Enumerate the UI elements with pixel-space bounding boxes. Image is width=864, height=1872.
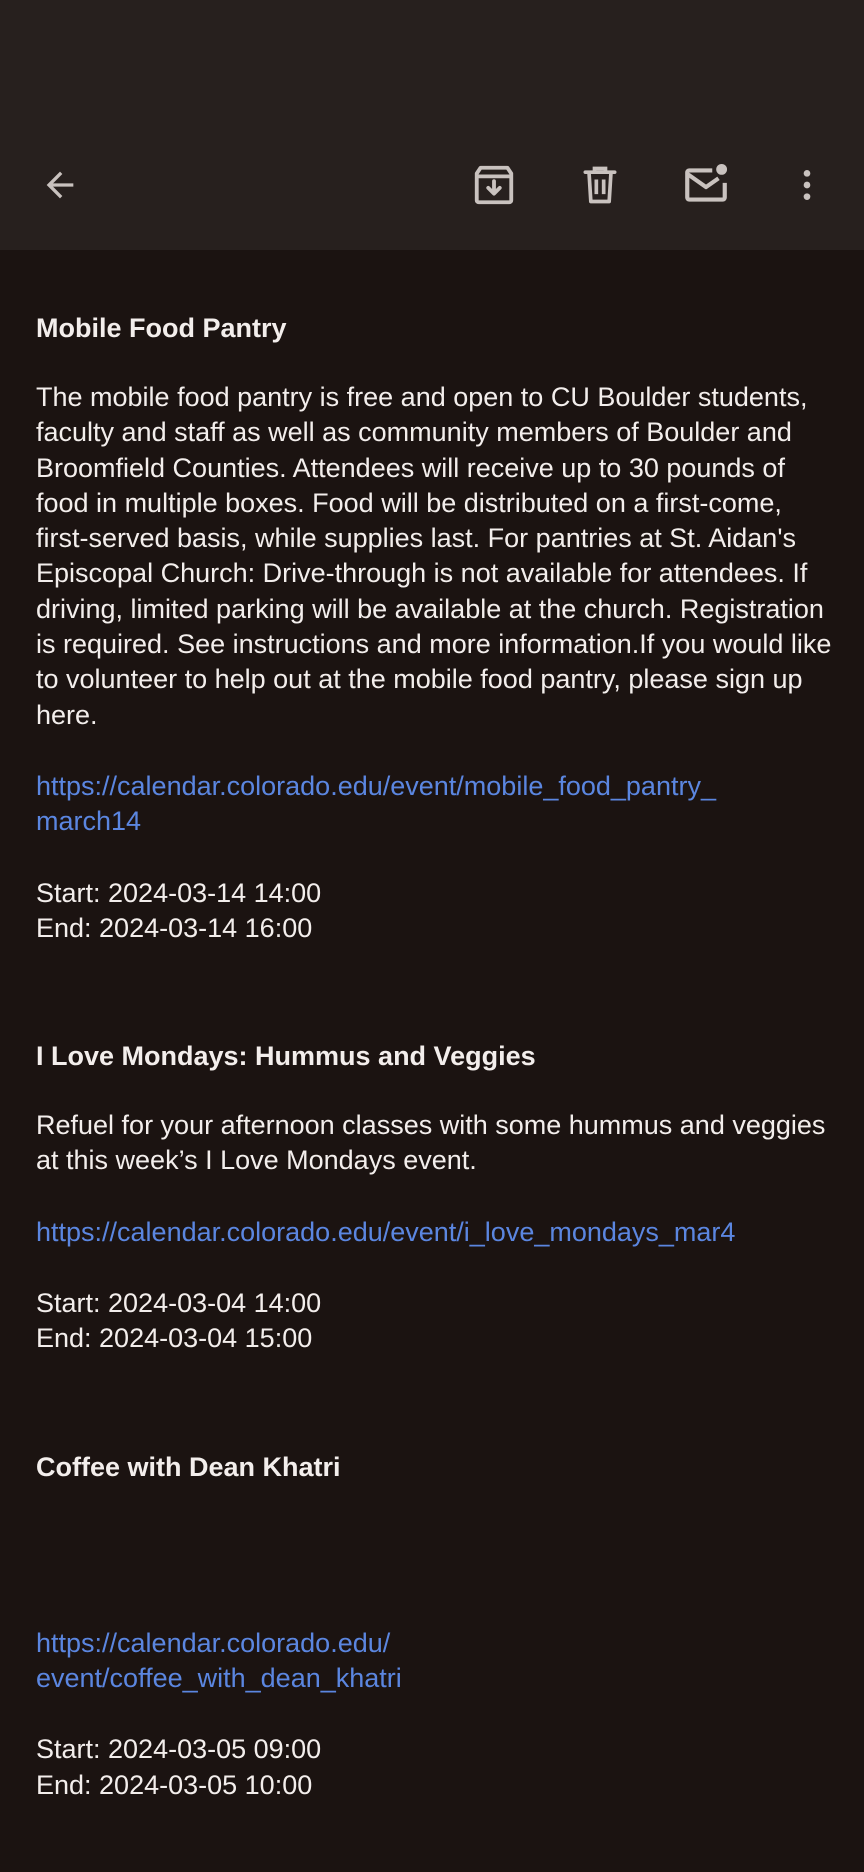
event-title: Coffee with Dean Khatri: [36, 1451, 341, 1482]
event-link-line: https://calendar.colorado.edu/: [36, 1627, 391, 1658]
event-time: [36, 876, 836, 947]
event-start: Start: 2024-03-04 14:00: [36, 1288, 322, 1319]
message-body: [36, 250, 836, 1803]
mail-unread-icon: [681, 160, 731, 210]
event-end: End: 2024-03-04 15:00: [36, 1323, 313, 1354]
event-link-line: event/coffee_with_dean_khatri: [36, 1662, 402, 1693]
more-options-button[interactable]: [775, 153, 839, 217]
trash-icon: [578, 163, 622, 207]
event-time: [36, 1286, 836, 1357]
event-end: End: 2024-03-14 16:00: [36, 912, 313, 943]
mark-unread-button[interactable]: [674, 153, 738, 217]
event-link[interactable]: [36, 1626, 476, 1697]
event-item: [36, 1038, 836, 1356]
archive-button[interactable]: [462, 153, 526, 217]
event-link-line: https://calendar.colorado.edu/event/mobile_food_pantry_: [36, 770, 716, 801]
event-title: Mobile Food Pantry: [36, 313, 287, 343]
arrow-left-icon: [40, 165, 80, 205]
event-start: Start: 2024-03-14 14:00: [36, 877, 322, 908]
event-item: [36, 310, 836, 946]
event-description: [36, 1519, 836, 1554]
event-end: End: 2024-03-05 10:00: [36, 1769, 313, 1800]
event-link[interactable]: [36, 769, 836, 840]
event-description: Refuel for your afternoon classes with some hummus and veggies at this week’s I Love Mondays event.: [36, 1110, 826, 1176]
status-bar: [0, 0, 864, 120]
event-time: [36, 1732, 836, 1803]
event-item: [36, 1449, 836, 1803]
event-link-line: https://calendar.colorado.edu/event/i_love_mondays_mar4: [36, 1216, 736, 1247]
event-link-line: march14: [36, 806, 142, 837]
event-start: Start: 2024-03-05 09:00: [36, 1734, 322, 1765]
back-button[interactable]: [28, 153, 92, 217]
more-vert-icon: [787, 165, 827, 205]
event-link[interactable]: [36, 1215, 836, 1250]
event-title: I Love Mondays: Hummus and Veggies: [36, 1041, 536, 1072]
message-toolbar: [0, 120, 864, 250]
event-description: The mobile food pantry is free and open to CU Boulder students, faculty and staff as well as community members of Boulder and Broomfield Counties. Attendees will receive up to 30 pounds of food in multiple boxes. Food will be distributed on a first-come, first-served basis, while supplies last. For pantries at St. Aidan's Episcopal Church: Drive-through is not available for attendees. If driving, limited parking will be available at the church. Registration is required. See instructions and more information.If you would like to volunteer to help out at the mobile food pantry, please sign up here.: [36, 382, 832, 730]
archive-icon: [471, 162, 517, 208]
delete-button[interactable]: [568, 153, 632, 217]
